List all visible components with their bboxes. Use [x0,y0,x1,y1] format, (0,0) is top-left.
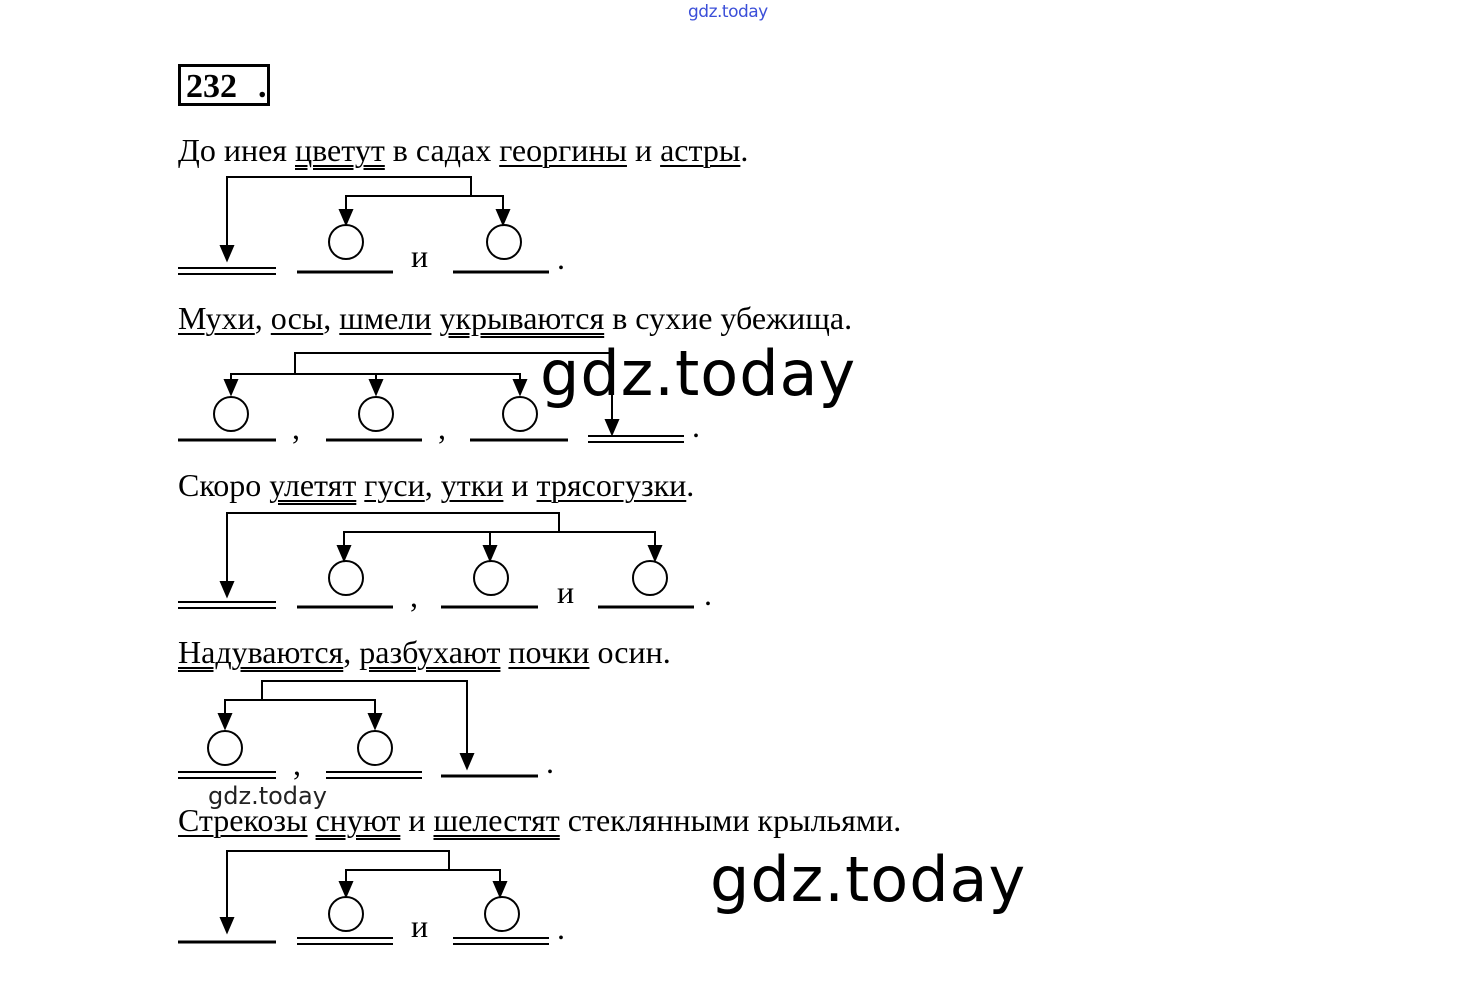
arrow-head [606,420,618,434]
link-line [225,700,375,724]
predicate: Надуваются [178,634,344,670]
link-line [346,196,503,219]
arrow-head [514,380,526,394]
schema-5 [178,851,549,944]
watermark-small: gdz.today [208,782,327,810]
arrow-head [649,546,661,560]
sentence-text: и [503,467,537,503]
predicate: цветут [295,132,385,168]
schema-3-comma: , [410,578,418,614]
arrow-head [219,714,231,728]
arrow-head [221,246,233,260]
arrow-head [369,714,381,728]
schema-4 [178,681,538,778]
schema-1 [178,177,549,274]
subject: астры [660,132,741,168]
schema-3-period: . [704,576,712,612]
subject: георгины [499,132,627,168]
arrow-head [340,882,352,896]
schema-3-and: и [557,574,575,610]
schema-5-and: и [411,908,429,944]
subject-circle [503,397,537,431]
sentence-text: осин. [589,634,671,670]
sentence-text: , [424,467,441,503]
predicate-circle [358,731,392,765]
watermark-bottom: gdz.today [710,843,1027,916]
sentence-text: , [323,300,340,336]
arrow-head [461,754,473,768]
predicate: шелестят [433,802,560,838]
predicate-circle [208,731,242,765]
sentence-text: . [740,132,749,168]
arrow-head [484,546,496,560]
subject: гуси [364,467,425,503]
predicate: снуют [315,802,401,838]
subject-circle [329,225,363,259]
sentence-text: , [343,634,360,670]
arrow-head [221,582,233,596]
schema-1-and: и [411,238,429,274]
subject-circle [633,561,667,595]
arrow-head [494,882,506,896]
predicate: укрываются [439,300,605,336]
link-line [227,513,559,592]
subject: трясогузки [536,467,687,503]
sentence-text: и [626,132,661,168]
sentence-text: До инея [178,132,295,168]
arrow-head [340,210,352,224]
sentence-text: и [400,802,434,838]
subject: утки [440,467,504,503]
schema-3 [178,513,694,608]
schema-2-comma: , [292,410,300,446]
subject: Мухи [178,300,255,336]
sentence-text: в сухие убежища. [604,300,853,336]
schema-2-period: . [692,408,700,444]
schema-5-period: . [557,910,565,946]
subject-circle [214,397,248,431]
subject: шмели [339,300,432,336]
watermark-top: gdz.today [688,2,768,22]
predicate: улетят [269,467,357,503]
schema-2-comma: , [438,410,446,446]
watermark-middle: gdz.today [540,337,857,410]
arrow-head [370,380,382,394]
subject: почки [508,634,590,670]
sentence-text: Скоро [178,467,270,503]
sentence-text: . [686,467,695,503]
link-line [346,870,500,891]
task-number-dot: . [258,68,267,105]
link-line [344,532,655,553]
arrow-head [497,210,509,224]
subject: Стрекозы [178,802,308,838]
schema-4-comma: , [293,746,301,782]
sentence-text: в садах [384,132,500,168]
predicate-circle [329,897,363,931]
sentence-text: , [254,300,271,336]
schema-4-period: . [546,744,554,780]
subject-circle [329,561,363,595]
predicate: разбухают [359,634,501,670]
arrow-head [225,380,237,394]
subject-circle [474,561,508,595]
subject: осы [270,300,324,336]
arrow-head [221,918,233,932]
subject-circle [359,397,393,431]
schema-1-period: . [557,240,565,276]
sentence-text: стеклянными крыльями. [559,802,902,838]
subject-circle [487,225,521,259]
arrow-head [338,546,350,560]
task-number: 232 [186,68,237,105]
predicate-circle [485,897,519,931]
